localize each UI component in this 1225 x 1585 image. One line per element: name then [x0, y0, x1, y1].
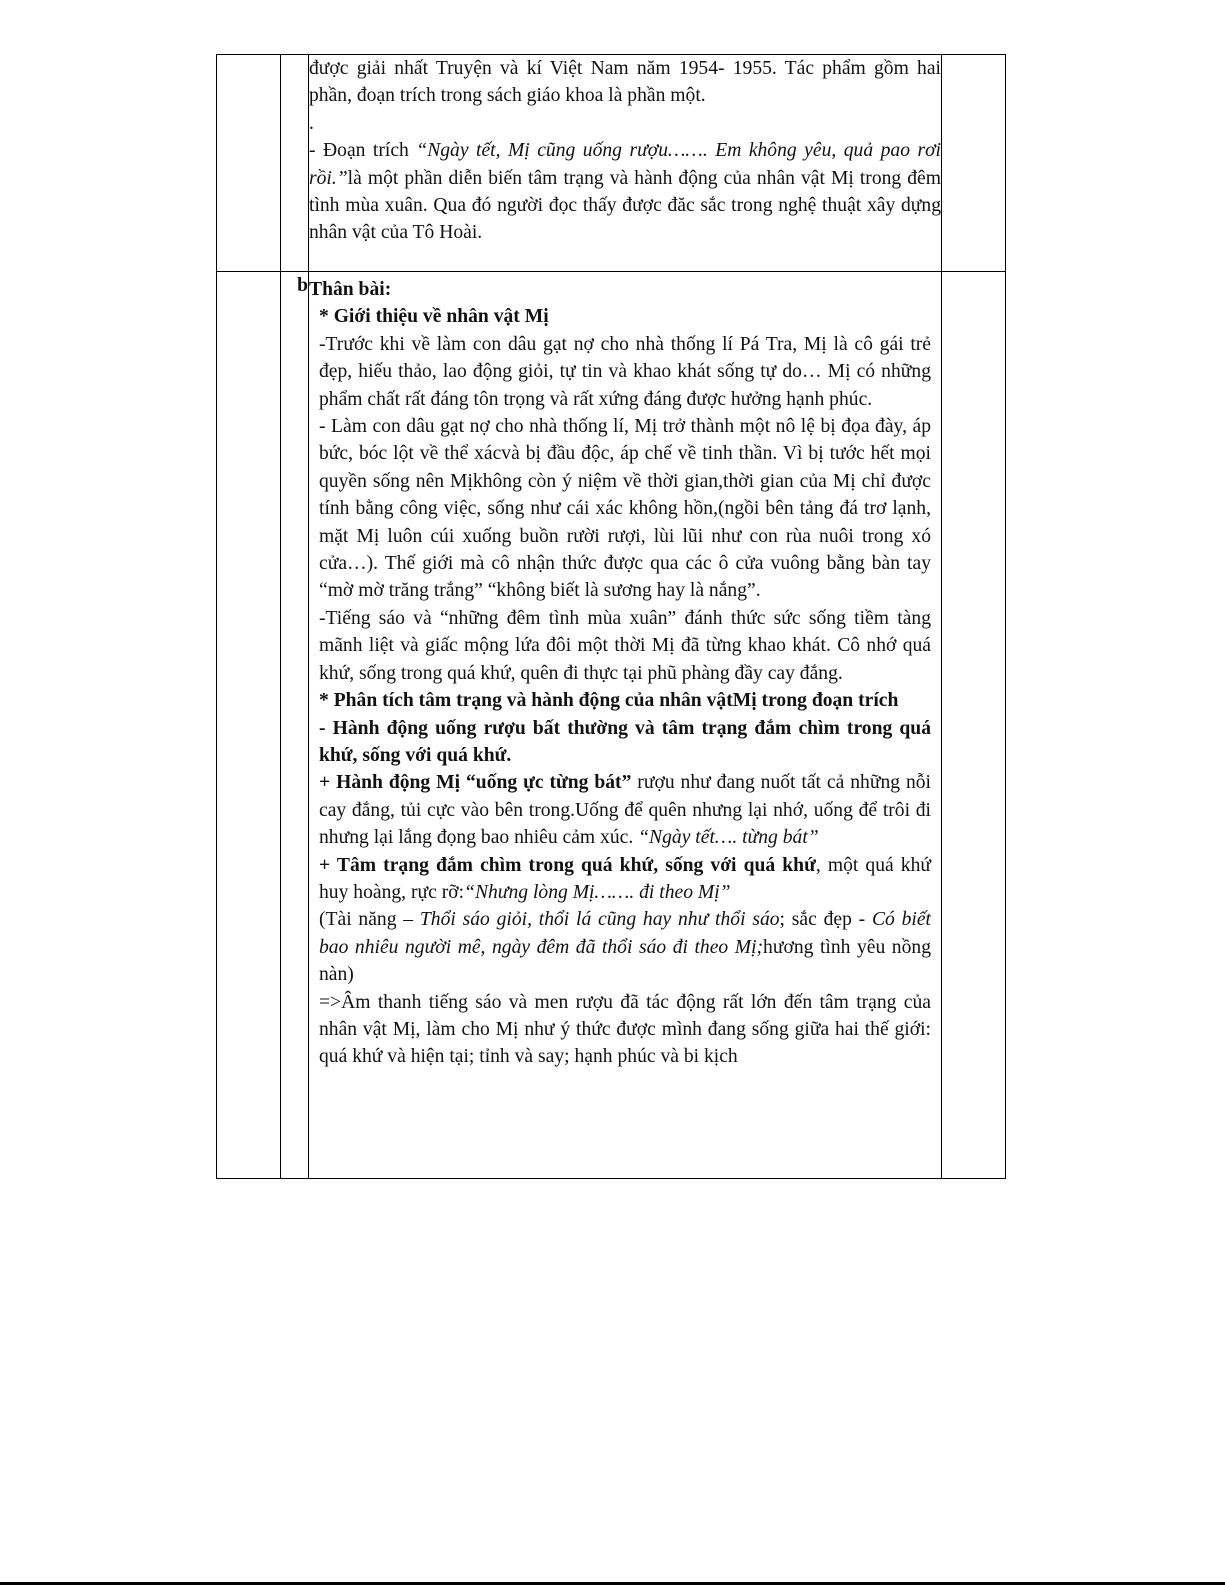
empty-cell [217, 55, 281, 272]
drinking-lead: + Hành động Mị “uống ực từng bát” [319, 772, 632, 794]
drinking-quote: “Ngày tết…. từng bát” [638, 827, 819, 849]
paragraph-talent [319, 906, 931, 988]
past-text: , một quá khứ huy hoàng, rực rỡ: [319, 854, 931, 903]
past-quote: “Nhưng lòng Mị……. đi theo Mị” [464, 881, 731, 903]
subheading-character-intro: * Giới thiệu về nhân vật Mị [319, 306, 549, 328]
score-cell [942, 272, 1006, 1179]
excerpt-quote: “Ngày tết, Mị cũng uống rượu……. Em không yêu, quả pao rơi rồi.” [309, 140, 941, 189]
talent-quote-b: Thổi sáo giỏi, thổi lá cũng hay như thổi sáo [419, 909, 780, 931]
paragraph-conclusion: =>Âm thanh tiếng sáo và men rượu đã tác động rất lớn đến tâm trạng của nhân vật Mị, làm cho Mị như ý thức được mình đang sống giữa hai thế giới: quá khứ và hiện tại; tỉnh và say; hạnh phúc và bi kịch [319, 991, 931, 1068]
excerpt-rest: là một phần diễn biến tâm trạng và hành động của nhân vật Mị trong đêm tình mùa xuân. Qua đó người đọc thấy được đăc sắc trong nghệ thuật xây dựng nhân vật của Tô Hoài. [309, 167, 941, 244]
table-row-intro [217, 55, 1006, 272]
essay-table [216, 54, 1006, 1179]
talent-text-e: hương tình yêu nồng nàn) [319, 936, 931, 986]
subheading-drinking: - Hành động uống rượu bất thường và tâm trạng đắm chìm trong quá khứ, sống với quá khứ. [319, 717, 931, 766]
paragraph-before: -Trước khi về làm con dâu gạt nợ cho nhà thống lí Pá Tra, Mị là cô gái trẻ đẹp, hiếu thảo, lao động giỏi, tự tin và khao khát sống tự do… Mị có những phẩm chất rất đáng tôn trọng và rất xứng đáng được hưởng hạnh phúc. [319, 333, 931, 410]
score-cell [942, 55, 1006, 272]
talent-text-c: ; sắc đẹp - [779, 909, 872, 931]
paragraph-past [319, 852, 931, 907]
intro-paragraph: được giải nhất Truyện và kí Việt Nam năm 1954- 1955. Tác phẩm gồm hai phần, đoạn trích trong sách giáo khoa là phần một. [309, 58, 941, 107]
section-label-b: b [281, 272, 309, 1179]
body-content-cell [309, 272, 942, 1179]
dot-line: . [309, 112, 314, 134]
excerpt-lead: - Đoạn trích [309, 140, 417, 162]
talent-text-a: (Tài năng – [319, 909, 420, 931]
paragraph-drinking [319, 769, 931, 851]
drinking-text: rượu như đang nuốt tất cả những nỗi cay đắng, tủi cực vào bên trong.Uống để quên nhưng lại nhớ, uống để trôi đi nhưng lại lắng đọng bao nhiêu cảm xúc. [319, 772, 931, 849]
intro-content-cell [309, 55, 942, 272]
excerpt-paragraph [309, 137, 941, 247]
empty-cell [217, 272, 281, 1179]
past-lead: + Tâm trạng đắm chìm trong quá khứ, sống với quá khứ [319, 854, 816, 876]
talent-quote-d: Có biết bao nhiêu người mê, ngày đêm đã thổi sáo đi theo Mị; [319, 909, 931, 958]
paragraph-servitude: - Làm con dâu gạt nợ cho nhà thống lí, Mị trở thành một nô lệ bị đọa đày, áp bức, bóc lột về thể xácvà bị đầu độc, áp chế về tinh thần. Vì bị tước hết mọi quyền sống nên Mịkhông còn ý niệm về thời gian,thời gian của Mị chỉ được tính bằng công việc, sống như cái xác không hồn,(ngồi bên tảng đá trơ lạnh, mặt Mị luôn cúi xuống buồn rười rượi, lùi lũi như con rùa nuôi trong xó cửa…). Thế giới mà cô nhận thức được qua các ô cửa vuông bằng bàn tay “mờ mờ trăng trắng” “không biết là sương hay là nắng”. [319, 416, 931, 602]
section-title: Thân bài: [309, 279, 392, 300]
subheading-analysis: * Phân tích tâm trạng và hành động của nhân vậtMị trong đoạn trích [319, 690, 899, 712]
empty-cell [281, 55, 309, 272]
table-row-body [217, 272, 1006, 1179]
paragraph-flute: -Tiếng sáo và “những đêm tình mùa xuân” đánh thức sức sống tiềm tàng mãnh liệt và giấc mộng lứa đôi một thời Mị đã từng khao khát. Cô nhớ quá khứ, sống trong quá khứ, quên đi thực tại phũ phàng đầy cay đắng. [319, 607, 931, 684]
